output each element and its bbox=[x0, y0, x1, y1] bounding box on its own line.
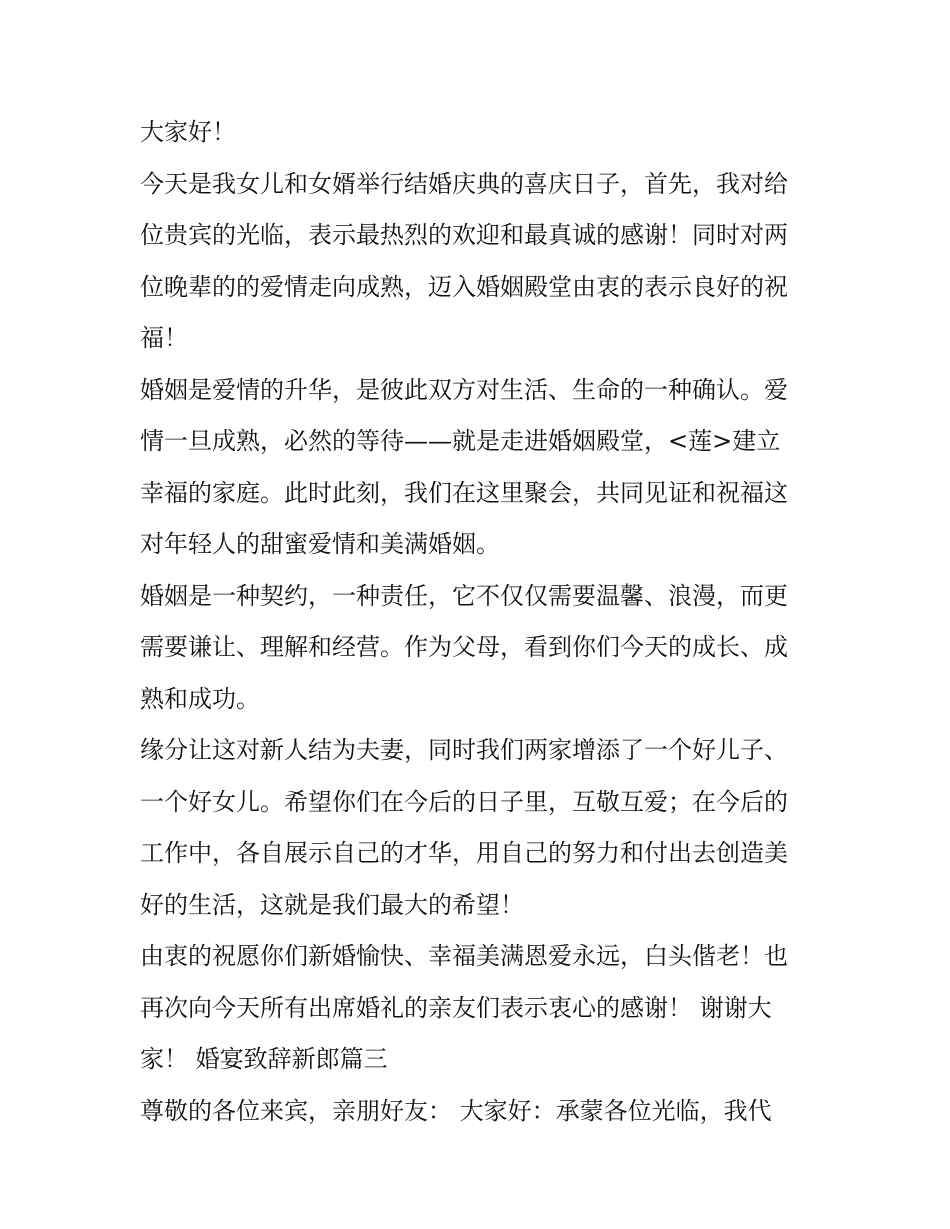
text-line: 位晚辈的的爱情走向成熟，迈入婚姻殿堂由衷的表示良好的祝 bbox=[140, 272, 788, 301]
text-line: 缘分让这对新人结为夫妻，同时我们两家增添了一个好儿子、 bbox=[140, 736, 788, 764]
text-line: 熟和成功。 bbox=[140, 684, 260, 713]
text-line: 家！ 婚宴致辞新郎篇三 bbox=[140, 1045, 388, 1073]
text-line: 需要谦让、理解和经营。作为父母，看到你们今天的成长、成 bbox=[140, 633, 788, 661]
document-body bbox=[140, 107, 830, 1137]
text-line: 大家好！ bbox=[140, 118, 236, 146]
text-line: 一个好女儿。希望你们在今后的日子里，互敬互爱；在今后的 bbox=[140, 787, 788, 816]
text-line: 对年轻人的甜蜜爱情和美满婚姻。 bbox=[140, 530, 500, 558]
text-line: 幸福的家庭。此时此刻，我们在这里聚会，共同见证和祝福这 bbox=[140, 478, 788, 507]
text-line: 福！ bbox=[140, 324, 188, 352]
text-line: 工作中，各自展示自己的才华，用自己的努力和付出去创造美 bbox=[140, 839, 788, 867]
text-line: 今天是我女儿和女婿举行结婚庆典的喜庆日子，首先，我对给 bbox=[140, 169, 788, 198]
text-line: 婚姻是爱情的升华，是彼此双方对生活、生命的一种确认。爱 bbox=[140, 375, 788, 404]
text-line: 再次向今天所有出席婚礼的亲友们表示衷心的感谢！ 谢谢大 bbox=[140, 993, 772, 1022]
text-line: 好的生活，这就是我们最大的希望！ bbox=[140, 890, 524, 919]
text-line: 位贵宾的光临，表示最热烈的欢迎和最真诚的感谢！同时对两 bbox=[140, 221, 788, 249]
text-line: 尊敬的各位来宾，亲朋好友： 大家好：承蒙各位光临，我代 bbox=[140, 1096, 772, 1125]
text-line: 由衷的祝愿你们新婚愉快、幸福美满恩爱永远，白头偕老！也 bbox=[140, 942, 788, 970]
text-line: 情一旦成熟，必然的等待——就是走进婚姻殿堂，<莲>建立 bbox=[140, 427, 781, 455]
text-line: 婚姻是一种契约，一种责任，它不仅仅需要温馨、浪漫，而更 bbox=[140, 581, 788, 610]
